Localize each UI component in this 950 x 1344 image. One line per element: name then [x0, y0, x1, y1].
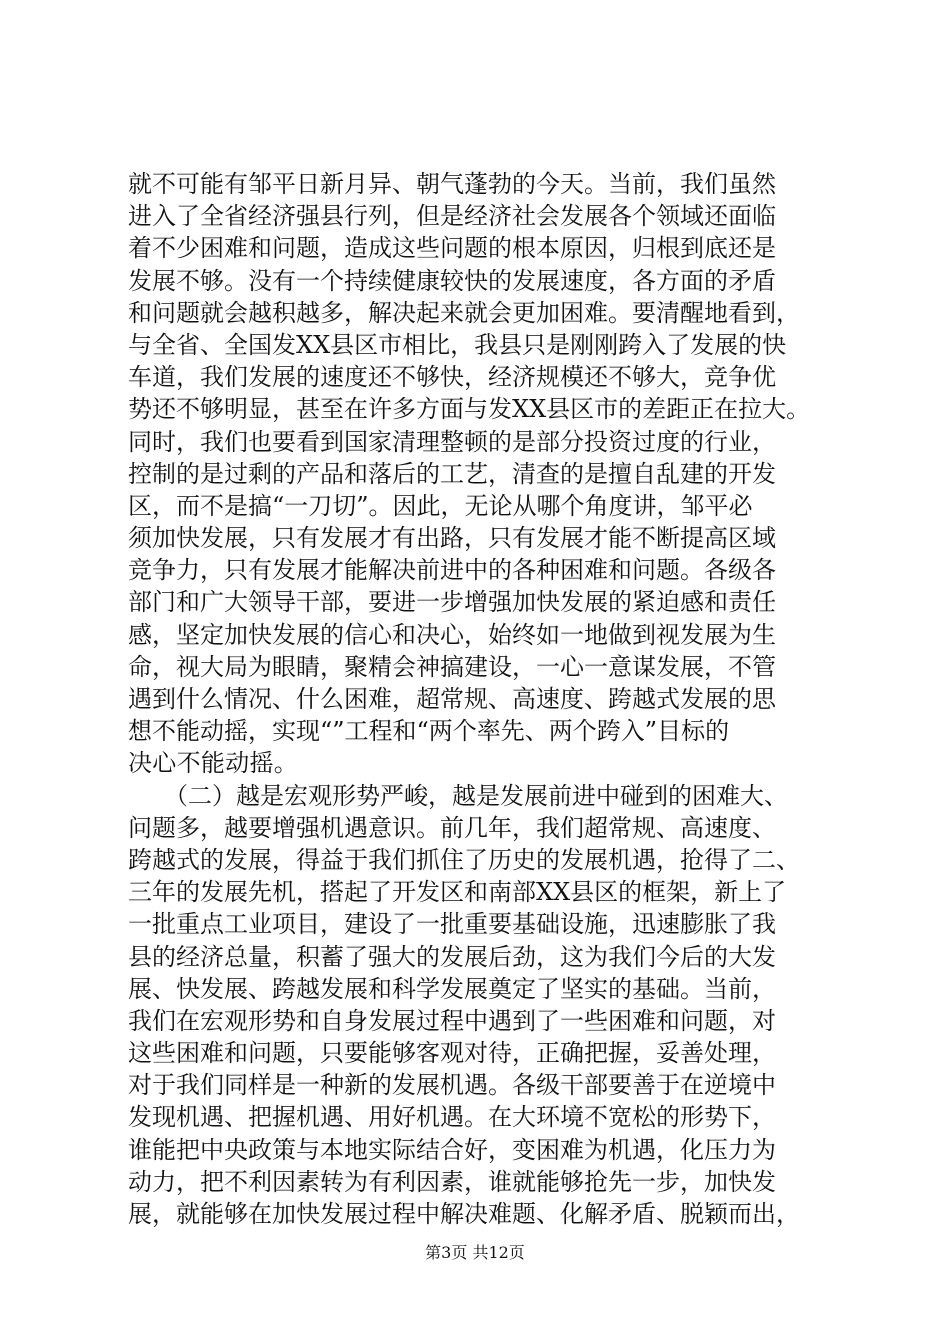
- text-line: 和问题就会越积越多，解决起来就会更加困难。要清醒地看到，: [128, 298, 800, 327]
- text-line: 车道，我们发展的速度还不够快，经济规模还不够大，竞争优: [128, 363, 776, 392]
- text-line: 谁能把中央政策与本地实际结合好，变困难为机遇，化压力为: [128, 1135, 776, 1164]
- text-line: 就不可能有邹平日新月异、朝气蓬勃的今天。当前，我们虽然: [128, 170, 776, 198]
- text-line: 遇到什么情况、什么困难，超常规、高速度、跨越式发展的思: [128, 685, 776, 713]
- text-line: 与全省、全国发XX县区市相比，我县只是刚刚跨入了发展的快: [128, 330, 787, 359]
- page-footer: 第3页 共12页: [425, 1243, 525, 1262]
- text-line: 势还不够明显，甚至在许多方面与发XX县区市的差距正在拉大。: [128, 395, 811, 424]
- text-line: 想不能动摇，实现“”工程和“两个率先、两个跨入”目标的: [128, 717, 730, 746]
- text-line: 竞争力，只有发展才能解决前进中的各种困难和问题。各级各: [128, 556, 776, 585]
- text-line: 区，而不是搞“一刀切”。因此，无论从哪个角度讲，邹平必: [128, 491, 753, 520]
- text-line: 感，坚定加快发展的信心和决心，始终如一地做到视发展为生: [128, 620, 776, 649]
- text-line: 对于我们同样是一种新的发展机遇。各级干部要善于在逆境中: [128, 1071, 776, 1100]
- text-line: 动力，把不利因素转为有利因素，谁就能够抢先一步，加快发: [128, 1167, 776, 1196]
- text-line: 三年的发展先机，搭起了开发区和南部XX县区的框架，新上了: [128, 878, 787, 907]
- text-line: 一批重点工业项目，建设了一批重要基础设施，迅速膨胀了我: [128, 910, 776, 939]
- body-text: [128, 168, 828, 1230]
- text-line: 展、快发展、跨越发展和科学发展奠定了坚实的基础。当前，: [128, 974, 776, 1003]
- text-line: 问题多，越要增强机遇意识。前几年，我们超常规、高速度、: [128, 813, 776, 842]
- text-line: 决心不能动摇。: [128, 749, 299, 778]
- text-line: 展，就能够在加快发展过程中解决难题、化解矛盾、脱颖而出，: [128, 1200, 800, 1228]
- text-line: 进入了全省经济强县行列，但是经济社会发展各个领域还面临: [128, 202, 776, 231]
- text-line: 发展不够。没有一个持续健康较快的发展速度，各方面的矛盾: [128, 266, 776, 295]
- text-line: 须加快发展，只有发展才有出路，只有发展才能不断提高区域: [128, 524, 776, 553]
- text-line: 发现机遇、把握机遇、用好机遇。在大环境不宽松的形势下，: [128, 1103, 776, 1132]
- text-line: 着不少困难和问题，造成这些问题的根本原因，归根到底还是: [128, 234, 776, 263]
- text-line: 县的经济总量，积蓄了强大的发展后劲，这为我们今后的大发: [128, 942, 776, 971]
- text-line: 同时，我们也要看到国家清理整顿的是部分投资过度的行业，: [128, 427, 776, 456]
- text-line: 控制的是过剩的产品和落后的工艺，清查的是擅自乱建的开发: [128, 459, 776, 488]
- text-line: 命，视大局为眼睛，聚精会神搞建设，一心一意谋发展，不管: [128, 652, 776, 681]
- text-line: （二）越是宏观形势严峻，越是发展前进中碰到的困难大、: [128, 781, 788, 810]
- text-line: 部门和广大领导干部，要进一步增强加快发展的紧迫感和责任: [128, 588, 776, 617]
- text-line: 跨越式的发展，得益于我们抓住了历史的发展机遇，抢得了二、: [128, 845, 800, 874]
- text-line: 这些困难和问题，只要能够客观对待，正确把握，妥善处理，: [128, 1039, 776, 1068]
- text-line: 我们在宏观形势和自身发展过程中遇到了一些困难和问题，对: [128, 1006, 776, 1035]
